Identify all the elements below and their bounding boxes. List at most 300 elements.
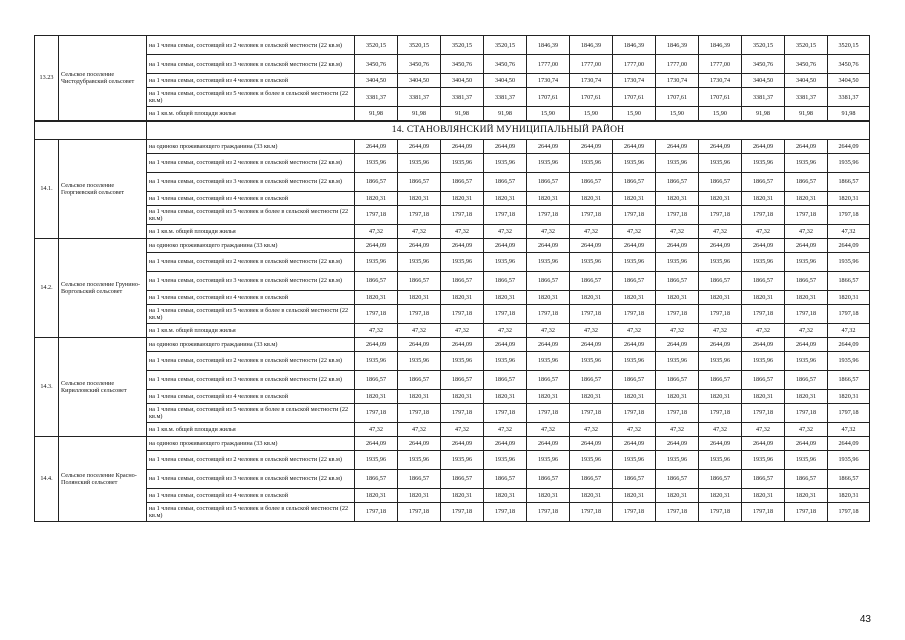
value-cell: 1935,96 [828,252,870,271]
table-row [35,36,870,55]
value-cell: 1866,57 [656,370,699,389]
value-cell: 3404,50 [355,74,398,88]
value-cell: 1935,96 [398,252,441,271]
value-cell: 2644,09 [484,436,527,450]
value-cell: 1866,57 [613,172,656,191]
value-cell: 1797,18 [785,403,828,422]
value-cell: 2644,09 [355,238,398,252]
block-1-settlement-name: Сельское поселение Георгиевский сельсовет [59,139,147,238]
page-number: 43 [859,614,871,625]
value-cell: 1820,31 [656,389,699,403]
value-cell: 1866,57 [355,469,398,488]
row-description: на 1 члена семьи, состоящей из 2 человек в сельской местности (22 кв.м) [147,351,355,370]
value-cell: 2644,09 [527,337,570,351]
value-cell: 3520,15 [742,36,785,55]
value-cell: 1797,18 [527,403,570,422]
value-cell: 47,32 [785,224,828,238]
value-cell: 1797,18 [828,403,870,422]
value-cell: 1820,31 [699,389,742,403]
top-block-settlement-name: Сельское поселение Чистодубравский сельсовет [59,36,147,121]
value-cell: 1866,57 [441,172,484,191]
value-cell: 1935,96 [742,252,785,271]
value-cell: 3404,50 [785,74,828,88]
value-cell: 1846,39 [613,36,656,55]
value-cell: 1935,96 [699,252,742,271]
value-cell: 1935,96 [656,252,699,271]
value-cell: 1866,57 [484,271,527,290]
value-cell: 1866,57 [527,469,570,488]
value-cell: 1935,96 [656,153,699,172]
value-cell: 1797,18 [398,502,441,521]
table-body [35,36,870,522]
value-cell: 47,32 [527,422,570,436]
value-cell: 1866,57 [527,271,570,290]
value-cell: 47,32 [828,422,870,436]
value-cell: 1935,96 [484,351,527,370]
value-cell: 1820,31 [699,191,742,205]
value-cell: 1866,57 [398,370,441,389]
table-row [35,290,870,304]
value-cell: 1820,31 [742,290,785,304]
value-cell: 1820,31 [613,191,656,205]
value-cell: 47,32 [785,422,828,436]
table-row [35,502,870,521]
value-cell: 2644,09 [785,238,828,252]
value-cell: 2644,09 [785,436,828,450]
value-cell: 47,32 [613,323,656,337]
table-row [35,224,870,238]
table-row [35,337,870,351]
value-cell: 3520,15 [441,36,484,55]
value-cell: 1935,96 [441,450,484,469]
value-cell: 2644,09 [785,139,828,153]
value-cell: 1935,96 [570,252,613,271]
value-cell: 1797,18 [398,403,441,422]
value-cell: 1820,31 [656,290,699,304]
row-description: на 1 члена семьи, состоящей из 5 человек и более в сельской местности (22 кв.м) [147,205,355,224]
value-cell: 1935,96 [484,252,527,271]
value-cell: 47,32 [742,422,785,436]
block-2-settlement-name: Сельское поселение Грунино-Воргольский сельсовет [59,238,147,337]
value-cell: 47,32 [355,422,398,436]
value-cell: 15,90 [527,107,570,121]
value-cell: 1820,31 [742,488,785,502]
table-row [35,238,870,252]
block-4-code: 14.4. [35,436,59,521]
row-description: на 1 кв.м. общей площади жилья [147,107,355,121]
value-cell: 1797,18 [656,502,699,521]
value-cell: 1866,57 [785,469,828,488]
value-cell: 3381,37 [484,88,527,107]
value-cell: 1935,96 [785,351,828,370]
value-cell: 1820,31 [355,290,398,304]
value-cell: 1820,31 [785,290,828,304]
value-cell: 1935,96 [441,252,484,271]
value-cell: 1866,57 [828,271,870,290]
value-cell: 3381,37 [785,88,828,107]
value-cell: 2644,09 [484,337,527,351]
value-cell: 1935,96 [441,351,484,370]
value-cell: 1866,57 [398,469,441,488]
value-cell: 1707,61 [527,88,570,107]
value-cell: 1707,61 [656,88,699,107]
value-cell: 1797,18 [441,304,484,323]
row-description: на 1 члена семьи, состоящей из 2 человек в сельской местности (22 кв.м) [147,36,355,55]
value-cell: 1797,18 [398,205,441,224]
table-row [35,436,870,450]
value-cell: 1866,57 [484,172,527,191]
value-cell: 2644,09 [828,436,870,450]
value-cell: 1820,31 [441,191,484,205]
value-cell: 1935,96 [613,153,656,172]
value-cell: 1820,31 [828,488,870,502]
value-cell: 1935,96 [355,450,398,469]
value-cell: 1935,96 [656,351,699,370]
value-cell: 1730,74 [699,74,742,88]
value-cell: 1935,96 [570,153,613,172]
value-cell: 47,32 [527,224,570,238]
value-cell: 1797,18 [355,403,398,422]
value-cell: 2644,09 [828,139,870,153]
value-cell: 2644,09 [656,337,699,351]
value-cell: 1866,57 [742,370,785,389]
value-cell: 1935,96 [570,450,613,469]
value-cell: 3520,15 [355,36,398,55]
value-cell: 2644,09 [355,436,398,450]
value-cell: 1797,18 [742,403,785,422]
row-description: на 1 члена семьи, состоящей из 2 человек в сельской местности (22 кв.м) [147,153,355,172]
table-row [35,172,870,191]
value-cell: 1797,18 [570,304,613,323]
value-cell: 1866,57 [656,469,699,488]
tariff-table [34,35,870,522]
value-cell: 3450,76 [398,55,441,74]
value-cell: 2644,09 [441,139,484,153]
value-cell: 1820,31 [441,488,484,502]
value-cell: 3404,50 [742,74,785,88]
value-cell: 1707,61 [699,88,742,107]
value-cell: 47,32 [699,422,742,436]
value-cell: 1820,31 [484,290,527,304]
value-cell: 2644,09 [527,436,570,450]
table-row [35,205,870,224]
value-cell: 1797,18 [613,304,656,323]
value-cell: 1935,96 [484,450,527,469]
row-description: на 1 члена семьи, состоящей из 4 человек в сельской [147,191,355,205]
row-description: на одиноко проживающего гражданина (33 кв.м) [147,436,355,450]
value-cell: 1866,57 [656,172,699,191]
value-cell: 1797,18 [570,502,613,521]
value-cell: 1866,57 [570,469,613,488]
block-3-settlement-name: Сельское поселение Кирилловский сельсовет [59,337,147,436]
value-cell: 91,98 [355,107,398,121]
value-cell: 1866,57 [441,469,484,488]
value-cell: 1820,31 [699,290,742,304]
value-cell: 1820,31 [355,488,398,502]
value-cell: 1820,31 [484,389,527,403]
value-cell: 3450,76 [742,55,785,74]
value-cell: 1797,18 [785,205,828,224]
value-cell: 2644,09 [355,139,398,153]
value-cell: 1797,18 [484,205,527,224]
value-cell: 47,32 [355,323,398,337]
table-row [35,422,870,436]
value-cell: 1730,74 [656,74,699,88]
value-cell: 47,32 [398,224,441,238]
value-cell: 1935,96 [398,450,441,469]
value-cell: 1797,18 [742,502,785,521]
value-cell: 1820,31 [785,191,828,205]
value-cell: 47,32 [699,323,742,337]
value-cell: 1846,39 [656,36,699,55]
value-cell: 1797,18 [441,502,484,521]
value-cell: 1866,57 [441,271,484,290]
value-cell: 3520,15 [828,36,870,55]
value-cell: 3520,15 [785,36,828,55]
value-cell: 1797,18 [785,304,828,323]
value-cell: 1797,18 [656,205,699,224]
value-cell: 1797,18 [656,304,699,323]
value-cell: 1866,57 [699,172,742,191]
value-cell: 1777,00 [613,55,656,74]
row-description: на 1 члена семьи, состоящей из 5 человек и более в сельской местности (22 кв.м) [147,502,355,521]
value-cell: 1797,18 [699,205,742,224]
value-cell: 1866,57 [828,469,870,488]
value-cell: 1730,74 [527,74,570,88]
table-row [35,304,870,323]
value-cell: 47,32 [570,323,613,337]
value-cell: 1820,31 [570,488,613,502]
value-cell: 1797,18 [828,502,870,521]
value-cell: 1820,31 [570,290,613,304]
value-cell: 1866,57 [355,271,398,290]
value-cell: 47,32 [484,323,527,337]
value-cell: 1797,18 [570,403,613,422]
value-cell: 2644,09 [441,436,484,450]
value-cell: 2644,09 [656,139,699,153]
value-cell: 2644,09 [527,139,570,153]
row-description: на 1 члена семьи, состоящей из 3 человек в сельской местности (22 кв.м) [147,172,355,191]
section-header-blank [35,121,147,140]
value-cell: 1820,31 [398,389,441,403]
value-cell: 47,32 [828,323,870,337]
value-cell: 1797,18 [613,502,656,521]
value-cell: 1797,18 [699,403,742,422]
value-cell: 1935,96 [742,351,785,370]
table-row [35,403,870,422]
value-cell: 47,32 [570,224,613,238]
table-row [35,271,870,290]
value-cell: 47,32 [742,323,785,337]
value-cell: 1820,31 [613,488,656,502]
value-cell: 2644,09 [613,139,656,153]
table-row [35,323,870,337]
value-cell: 1935,96 [828,153,870,172]
value-cell: 1935,96 [742,153,785,172]
value-cell: 1866,57 [570,172,613,191]
value-cell: 1820,31 [484,488,527,502]
value-cell: 2644,09 [613,337,656,351]
block-4-settlement-name: Сельское поселение Красно-Полянский сельсовет [59,436,147,521]
value-cell: 1846,39 [699,36,742,55]
value-cell: 1866,57 [441,370,484,389]
value-cell: 1935,96 [785,252,828,271]
value-cell: 3450,76 [828,55,870,74]
value-cell: 2644,09 [570,337,613,351]
value-cell: 1820,31 [742,389,785,403]
value-cell: 91,98 [785,107,828,121]
row-description: на 1 кв.м. общей площади жилья [147,323,355,337]
value-cell: 47,32 [398,323,441,337]
value-cell: 1797,18 [742,205,785,224]
row-description: на одиноко проживающего гражданина (33 кв.м) [147,139,355,153]
value-cell: 1935,96 [699,351,742,370]
value-cell: 1866,57 [484,370,527,389]
value-cell: 1846,39 [570,36,613,55]
value-cell: 1866,57 [742,271,785,290]
table-row [35,74,870,88]
table-row [35,351,870,370]
value-cell: 1797,18 [527,205,570,224]
row-description: на 1 члена семьи, состоящей из 2 человек в сельской местности (22 кв.м) [147,252,355,271]
value-cell: 1935,96 [785,153,828,172]
value-cell: 1866,57 [613,469,656,488]
value-cell: 1797,18 [742,304,785,323]
value-cell: 1820,31 [484,191,527,205]
value-cell: 15,90 [699,107,742,121]
value-cell: 1797,18 [785,502,828,521]
row-description: на одиноко проживающего гражданина (33 кв.м) [147,238,355,252]
value-cell: 3450,76 [441,55,484,74]
row-description: на 1 члена семьи, состоящей из 4 человек в сельской [147,389,355,403]
value-cell: 2644,09 [570,436,613,450]
value-cell: 47,32 [656,323,699,337]
value-cell: 3450,76 [484,55,527,74]
row-description: на 1 члена семьи, состоящей из 4 человек в сельской [147,290,355,304]
value-cell: 91,98 [484,107,527,121]
value-cell: 1846,39 [527,36,570,55]
value-cell: 1820,31 [398,191,441,205]
value-cell: 47,32 [613,224,656,238]
value-cell: 1820,31 [441,389,484,403]
block-2-code: 14.2. [35,238,59,337]
value-cell: 1820,31 [828,191,870,205]
top-block-code: 13.23 [35,36,59,121]
value-cell: 1820,31 [656,488,699,502]
value-cell: 1797,18 [656,403,699,422]
value-cell: 3381,37 [742,88,785,107]
table-row [35,488,870,502]
table-row [35,252,870,271]
value-cell: 1797,18 [484,502,527,521]
value-cell: 91,98 [742,107,785,121]
row-description: на 1 члена семьи, состоящей из 5 человек и более в сельской местности (22 кв.м) [147,304,355,323]
value-cell: 1935,96 [828,450,870,469]
value-cell: 47,32 [656,422,699,436]
value-cell: 1866,57 [785,370,828,389]
value-cell: 2644,09 [527,238,570,252]
value-cell: 1935,96 [527,450,570,469]
value-cell: 2644,09 [656,238,699,252]
value-cell: 47,32 [828,224,870,238]
value-cell: 1935,96 [441,153,484,172]
value-cell: 1820,31 [527,488,570,502]
table-row [35,389,870,403]
value-cell: 2644,09 [699,337,742,351]
table-row [35,139,870,153]
value-cell: 1820,31 [742,191,785,205]
value-cell: 1935,96 [785,450,828,469]
value-cell: 1935,96 [742,450,785,469]
value-cell: 2644,09 [398,337,441,351]
value-cell: 2644,09 [742,238,785,252]
block-1-code: 14.1. [35,139,59,238]
value-cell: 1866,57 [355,172,398,191]
value-cell: 1866,57 [699,370,742,389]
value-cell: 1935,96 [398,351,441,370]
value-cell: 3404,50 [484,74,527,88]
value-cell: 1935,96 [656,450,699,469]
table-row [35,191,870,205]
value-cell: 2644,09 [484,238,527,252]
value-cell: 1866,57 [613,370,656,389]
value-cell: 2644,09 [742,436,785,450]
value-cell: 1935,96 [527,153,570,172]
value-cell: 2644,09 [570,139,613,153]
value-cell: 1820,31 [570,389,613,403]
value-cell: 1935,96 [699,450,742,469]
value-cell: 1797,18 [441,205,484,224]
value-cell: 1935,96 [613,351,656,370]
value-cell: 1866,57 [656,271,699,290]
value-cell: 1935,96 [484,153,527,172]
value-cell: 1797,18 [699,304,742,323]
value-cell: 1935,96 [613,252,656,271]
value-cell: 3404,50 [398,74,441,88]
value-cell: 1866,57 [484,469,527,488]
value-cell: 1866,57 [398,172,441,191]
value-cell: 2644,09 [742,139,785,153]
value-cell: 1866,57 [742,469,785,488]
value-cell: 2644,09 [742,337,785,351]
row-description: на 1 кв.м. общей площади жилья [147,422,355,436]
value-cell: 1866,57 [828,370,870,389]
value-cell: 1935,96 [699,153,742,172]
block-3-code: 14.3. [35,337,59,436]
value-cell: 1935,96 [355,252,398,271]
value-cell: 1866,57 [355,370,398,389]
value-cell: 3450,76 [785,55,828,74]
value-cell: 1820,31 [656,191,699,205]
value-cell: 1866,57 [527,370,570,389]
value-cell: 15,90 [656,107,699,121]
value-cell: 47,32 [613,422,656,436]
value-cell: 1777,00 [527,55,570,74]
value-cell: 3450,76 [355,55,398,74]
table-row [35,450,870,469]
value-cell: 1866,57 [570,370,613,389]
value-cell: 1820,31 [355,191,398,205]
value-cell: 2644,09 [699,139,742,153]
value-cell: 1797,18 [484,304,527,323]
value-cell: 1866,57 [570,271,613,290]
value-cell: 91,98 [398,107,441,121]
table-row [35,370,870,389]
value-cell: 1866,57 [613,271,656,290]
value-cell: 47,32 [441,224,484,238]
value-cell: 1820,31 [570,191,613,205]
value-cell: 1820,31 [613,290,656,304]
